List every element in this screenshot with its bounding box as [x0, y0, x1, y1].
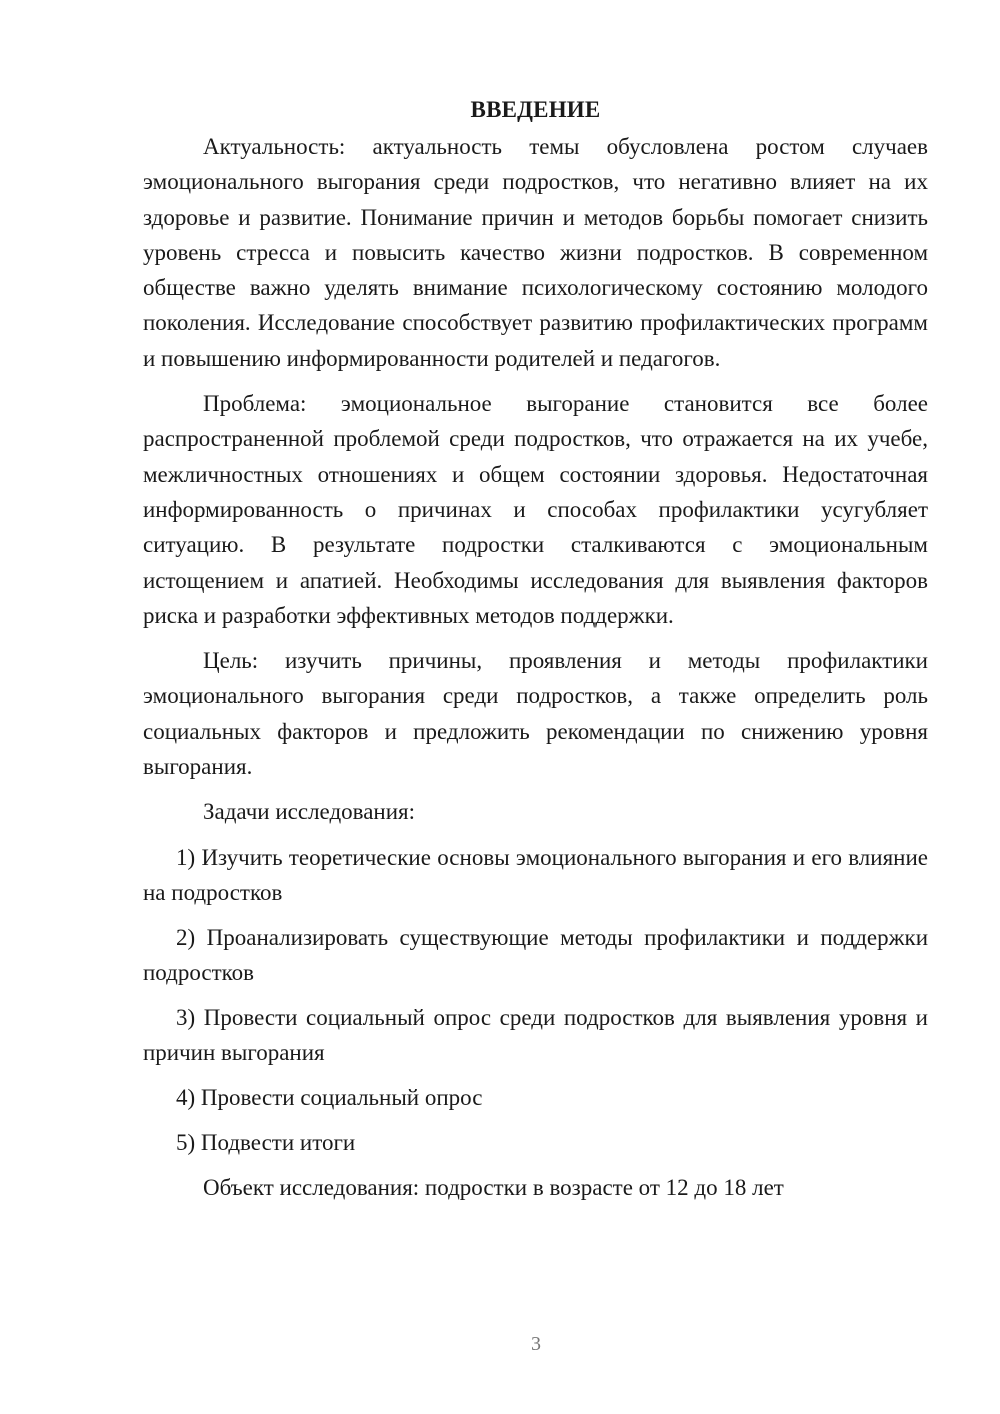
paragraph-object: Объект исследования: подростки в возрасте от 12 до 18 лет	[203, 1174, 784, 1200]
paragraph-relevance: Актуальность: актуальность темы обусловлена ростом случаев эмоционального выгорания среди подростков, что негативно влияет на их здоровье и развитие. Понимание причин и методов борьбы помогает снизить уровень стресса и повысить качество жизни подростков. В современном обществе важно уделять внимание психологическому состоянию молодого поколения. Исследование способствует развитию профилактических программ и повышению информированности родителей и педагогов.	[143, 134, 928, 371]
list-item: 3) Провести социальный опрос среди подростков для выявления уровня и причин выгорания	[143, 1004, 928, 1065]
page-title: ВВЕДЕНИЕ	[470, 97, 601, 122]
list-item: 2) Проанализировать существующие методы профилактики и поддержки подростков	[143, 924, 928, 985]
tasks-heading: Задачи исследования:	[203, 799, 416, 825]
page-number: 3	[531, 1333, 541, 1355]
list-item: 5) Подвести итоги	[176, 1129, 356, 1155]
list-item: 1) Изучить теоретические основы эмоционального выгорания и его влияние на подростков	[143, 844, 928, 905]
document-page	[143, 92, 928, 1215]
tasks-list	[143, 840, 928, 1160]
list-item: 4) Провести социальный опрос	[176, 1084, 483, 1110]
paragraph-problem: Проблема: эмоциональное выгорание становится все более распространенной проблемой среди подростков, что отражается на их учебе, межличностных отношениях и общем состоянии здоровья. Недостаточная информированность о причинах и способах профилактики усугубляет ситуацию. В результате подростки сталкиваются с эмоциональным истощением и апатией. Необходимы исследования для выявления факторов риска и разработки эффективных методов поддержки.	[143, 391, 928, 628]
paragraph-goal: Цель: изучить причины, проявления и методы профилактики эмоционального выгорания среди подростков, а также определить роль социальных факторов и предложить рекомендации по снижению уровня выгорания.	[143, 648, 928, 780]
